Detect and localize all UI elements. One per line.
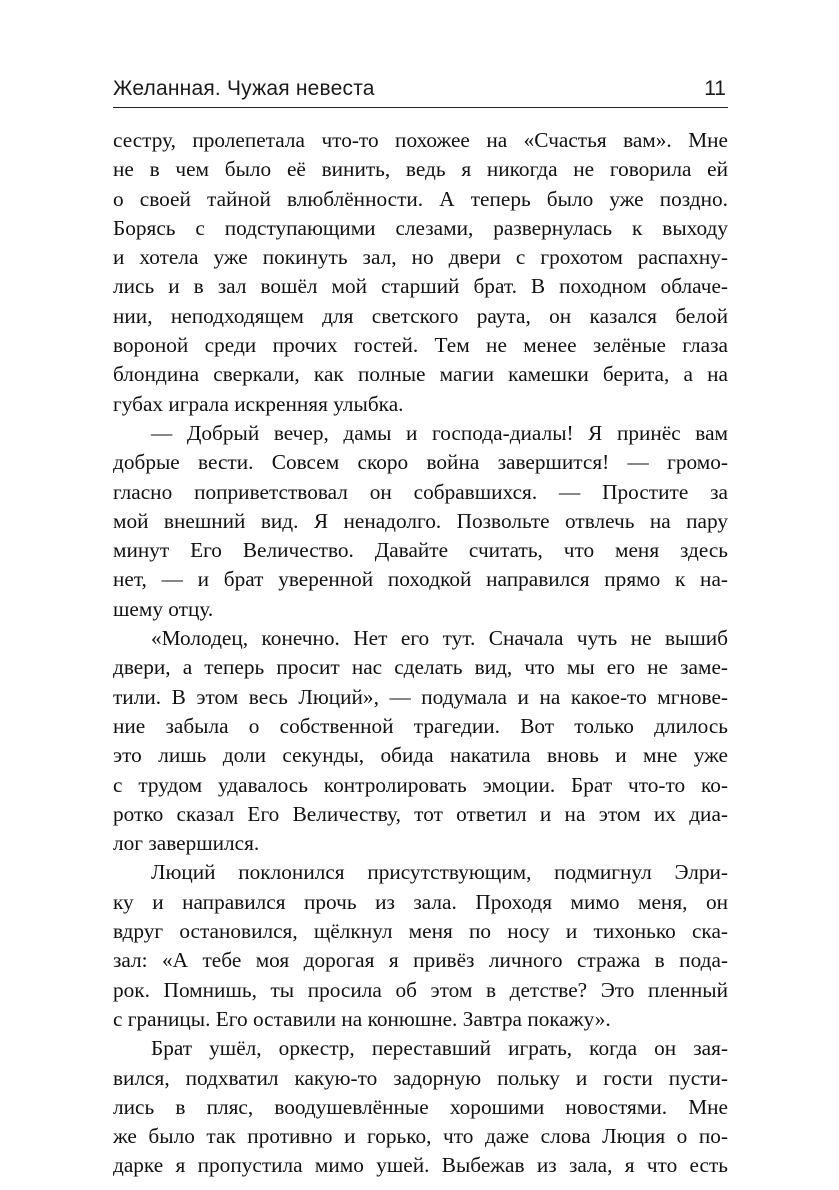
text-line: губах играла искренняя улыбка.	[113, 391, 404, 416]
text-line: «Молодец, конечно. Нет его тут. Сначала чуть не вышиб	[151, 626, 728, 651]
text-line: вороной среди прочих гостей. Тем не менее зелёные глаза	[113, 333, 728, 358]
text-line: двери, а теперь просит нас сделать вид, что мы его не заме-	[113, 655, 728, 680]
text-line: зал: «А тебе моя дорогая я привёз личного стража в пода-	[113, 948, 728, 973]
page-number: 11	[704, 77, 726, 100]
text-line: же было так противно и горько, что даже слова Люция о по-	[113, 1124, 728, 1149]
text-line: тили. В этом весь Люций», — подумала и на какое-то мгнове-	[113, 684, 728, 709]
text-line: Брат ушёл, оркестр, переставший играть, когда он зая-	[151, 1036, 728, 1061]
text-line: нет, — и брат уверенной походкой направился прямо к на-	[113, 567, 728, 592]
text-line: блондина сверкали, как полные магии камешки берита, а на	[113, 362, 728, 387]
text-line: добрые вести. Совсем скоро война завершится! — громо-	[113, 450, 728, 475]
text-line: Люций поклонился присутствующим, подмигнул Элри-	[151, 860, 728, 885]
text-line: это лишь доли секунды, обида накатила вновь и мне уже	[113, 743, 728, 768]
text-line: минут Его Величество. Давайте считать, что меня здесь	[113, 538, 728, 563]
text-line: мой внешний вид. Я ненадолго. Позвольте отвлечь на пару	[113, 508, 728, 533]
text-line: нии, неподходящем для светского раута, он казался белой	[113, 303, 728, 328]
text-line: лог завершился.	[113, 831, 260, 856]
text-line: и хотела уже покинуть зал, но двери с грохотом распахну-	[113, 245, 728, 270]
text-line: — Добрый вечер, дамы и господа-диалы! Я принёс вам	[151, 420, 728, 445]
text-line: рок. Помнишь, ты просила об этом в детстве? Это пленный	[113, 977, 728, 1002]
text-line: ротко сказал Его Величеству, тот ответил и на этом их диа-	[113, 801, 728, 826]
text-line: Борясь с подступающими слезами, развернулась к выходу	[113, 215, 728, 240]
text-line: ку и направился прочь из зала. Проходя мимо меня, он	[113, 889, 728, 914]
text-line: не в чем было её винить, ведь я никогда не говорила ей	[113, 157, 728, 182]
text-line: дарке я пропустила мимо ушей. Выбежав из зала, я что есть	[113, 1153, 728, 1178]
text-line: вдруг остановился, щёлкнул меня по носу и тихонько ска-	[113, 919, 728, 944]
text-line: гласно поприветствовал он собравшихся. — Простите за	[113, 479, 728, 504]
text-line: с трудом удавалось контролировать эмоции. Брат что-то ко-	[113, 772, 728, 797]
text-line: вился, подхватил какую-то задорную польку и гости пусти-	[113, 1065, 728, 1090]
running-title: Желанная. Чужая невеста	[113, 77, 375, 100]
text-line: лись и в зал вошёл мой старший брат. В походном облаче-	[113, 274, 728, 299]
text-line: сестру, пролепетала что-то похожее на «Счастья вам». Мне	[113, 128, 728, 152]
text-line: с границы. Его оставили на конюшне. Завтра покажу».	[113, 1006, 611, 1031]
text-line: ние забыла о собственной трагедии. Вот только длилось	[113, 713, 728, 738]
header-rule	[113, 107, 728, 108]
body-text	[113, 126, 728, 1181]
running-header	[113, 74, 728, 106]
text-line: о своей тайной влюблённости. А теперь было уже поздно.	[113, 186, 728, 211]
text-line: шему отцу.	[113, 596, 214, 621]
text-line: лись в пляс, воодушевлённые хорошими новостями. Мне	[113, 1094, 728, 1119]
